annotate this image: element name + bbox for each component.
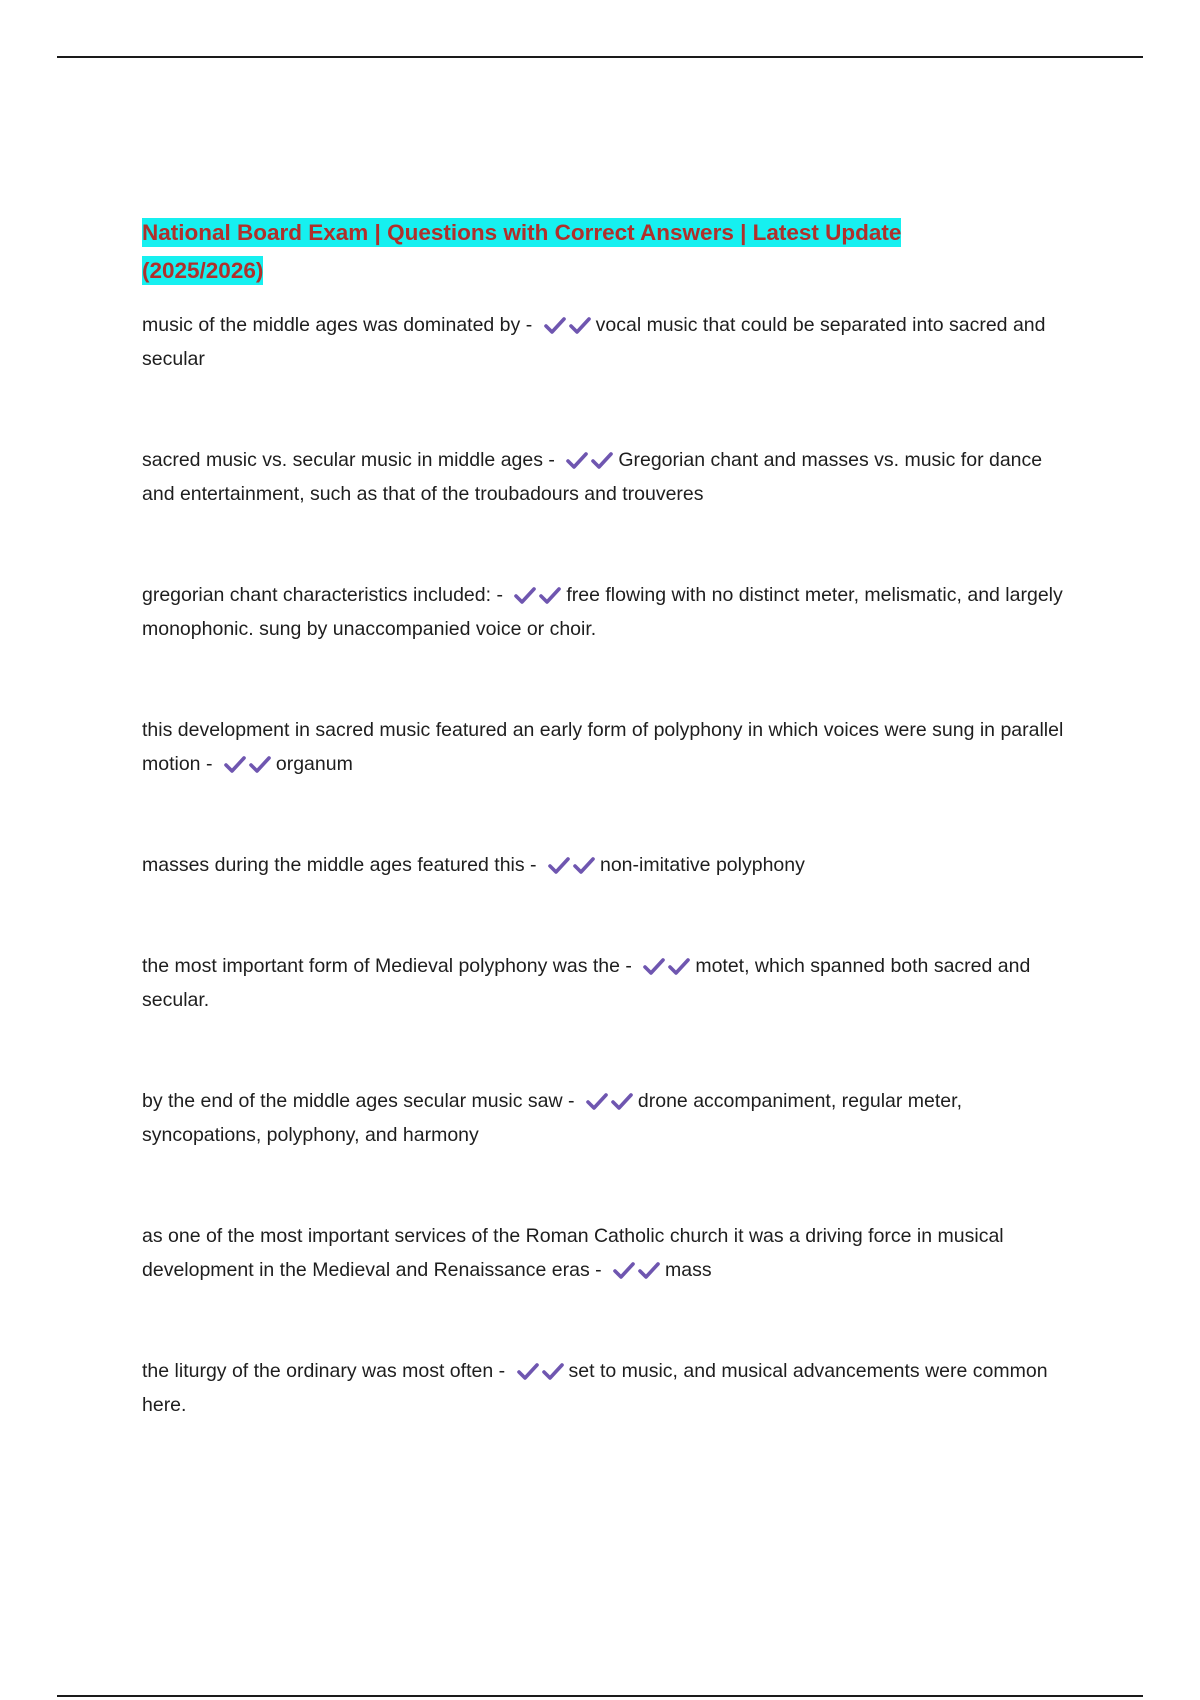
qa-item (142, 1354, 1072, 1422)
check-mark-icon (591, 451, 613, 469)
answer-check-marks (643, 955, 693, 977)
check-mark-icon (643, 957, 665, 975)
answer-check-marks (548, 854, 598, 876)
answer-text: non-imitative polyphony (599, 854, 805, 876)
top-rule (57, 56, 1143, 58)
qa-item (142, 713, 1072, 781)
check-mark-icon (548, 856, 570, 874)
answer-text: vocal music that could be separated into sacred and secular (142, 314, 1046, 370)
title-highlight (142, 218, 901, 285)
question-text: the liturgy of the ordinary was most often (142, 1360, 494, 1382)
check-mark-icon (517, 1362, 539, 1380)
separator-dash: - (524, 854, 542, 876)
question-text: the most important form of Medieval polyphony was the (142, 955, 620, 977)
qa-item (142, 1219, 1072, 1287)
qa-item (142, 1084, 1072, 1152)
bottom-rule (57, 1695, 1143, 1697)
separator-dash: - (542, 449, 561, 471)
answer-text: drone accompaniment, regular meter, syncopations, polyphony, and harmony (142, 1090, 962, 1146)
qa-item (142, 308, 1072, 376)
separator-dash: - (619, 955, 638, 977)
check-mark-icon (668, 957, 690, 975)
question-text: by the end of the middle ages secular music saw (142, 1090, 563, 1112)
question-text: music of the middle ages was dominated by (142, 314, 521, 336)
check-mark-icon (569, 316, 591, 334)
answer-check-marks (613, 1259, 663, 1281)
title-line-2: (2025/2026) (142, 258, 264, 283)
answer-check-marks (517, 1360, 567, 1382)
separator-dash: - (589, 1259, 608, 1281)
qa-item (142, 443, 1072, 511)
separator-dash: - (520, 314, 538, 336)
answer-text: set to music, and musical advancements were common here. (142, 1360, 1048, 1416)
check-mark-icon (638, 1261, 660, 1279)
question-text: as one of the most important services of the Roman Catholic church it was a driving force in musical development in the Medieval and Renaissance eras (142, 1225, 1004, 1281)
check-mark-icon (611, 1092, 633, 1110)
check-mark-icon (566, 451, 588, 469)
answer-text: free flowing with no distinct meter, melismatic, and largely monophonic. sung by unaccompanied voice or choir. (142, 584, 1063, 640)
answer-check-marks (544, 314, 594, 336)
answer-text: motet, which spanned both sacred and secular. (142, 955, 1031, 1011)
question-text: masses during the middle ages featured this (142, 854, 525, 876)
answer-check-marks (224, 753, 274, 775)
check-mark-icon (573, 856, 595, 874)
document-title (142, 214, 1072, 290)
separator-dash: - (491, 584, 509, 606)
check-mark-icon (224, 755, 246, 773)
answer-text: organum (275, 753, 353, 775)
answer-text: Gregorian chant and masses vs. music for dance and entertainment, such as that of the troubadours and trouveres (142, 449, 1043, 505)
qa-list (142, 308, 1072, 1422)
check-mark-icon (542, 1362, 564, 1380)
question-text: this development in sacred music featured an early form of polyphony in which voices were sung in parallel motion (142, 719, 1064, 775)
check-mark-icon (613, 1261, 635, 1279)
check-mark-icon (539, 586, 561, 604)
check-mark-icon (514, 586, 536, 604)
qa-item (142, 949, 1072, 1017)
separator-dash: - (562, 1090, 580, 1112)
question-text: gregorian chant characteristics included: (142, 584, 492, 606)
answer-text: mass (665, 1259, 712, 1281)
qa-item (142, 848, 1072, 882)
answer-check-marks (566, 449, 616, 471)
title-line-1: National Board Exam | Questions with Correct Answers | Latest Update (142, 220, 902, 245)
separator-dash: - (200, 753, 218, 775)
check-mark-icon (544, 316, 566, 334)
answer-check-marks (586, 1090, 636, 1112)
check-mark-icon (249, 755, 271, 773)
qa-item (142, 578, 1072, 646)
check-mark-icon (586, 1092, 608, 1110)
document-body (142, 214, 1072, 1489)
answer-check-marks (514, 584, 564, 606)
question-text: sacred music vs. secular music in middle ages (142, 449, 543, 471)
separator-dash: - (493, 1360, 511, 1382)
